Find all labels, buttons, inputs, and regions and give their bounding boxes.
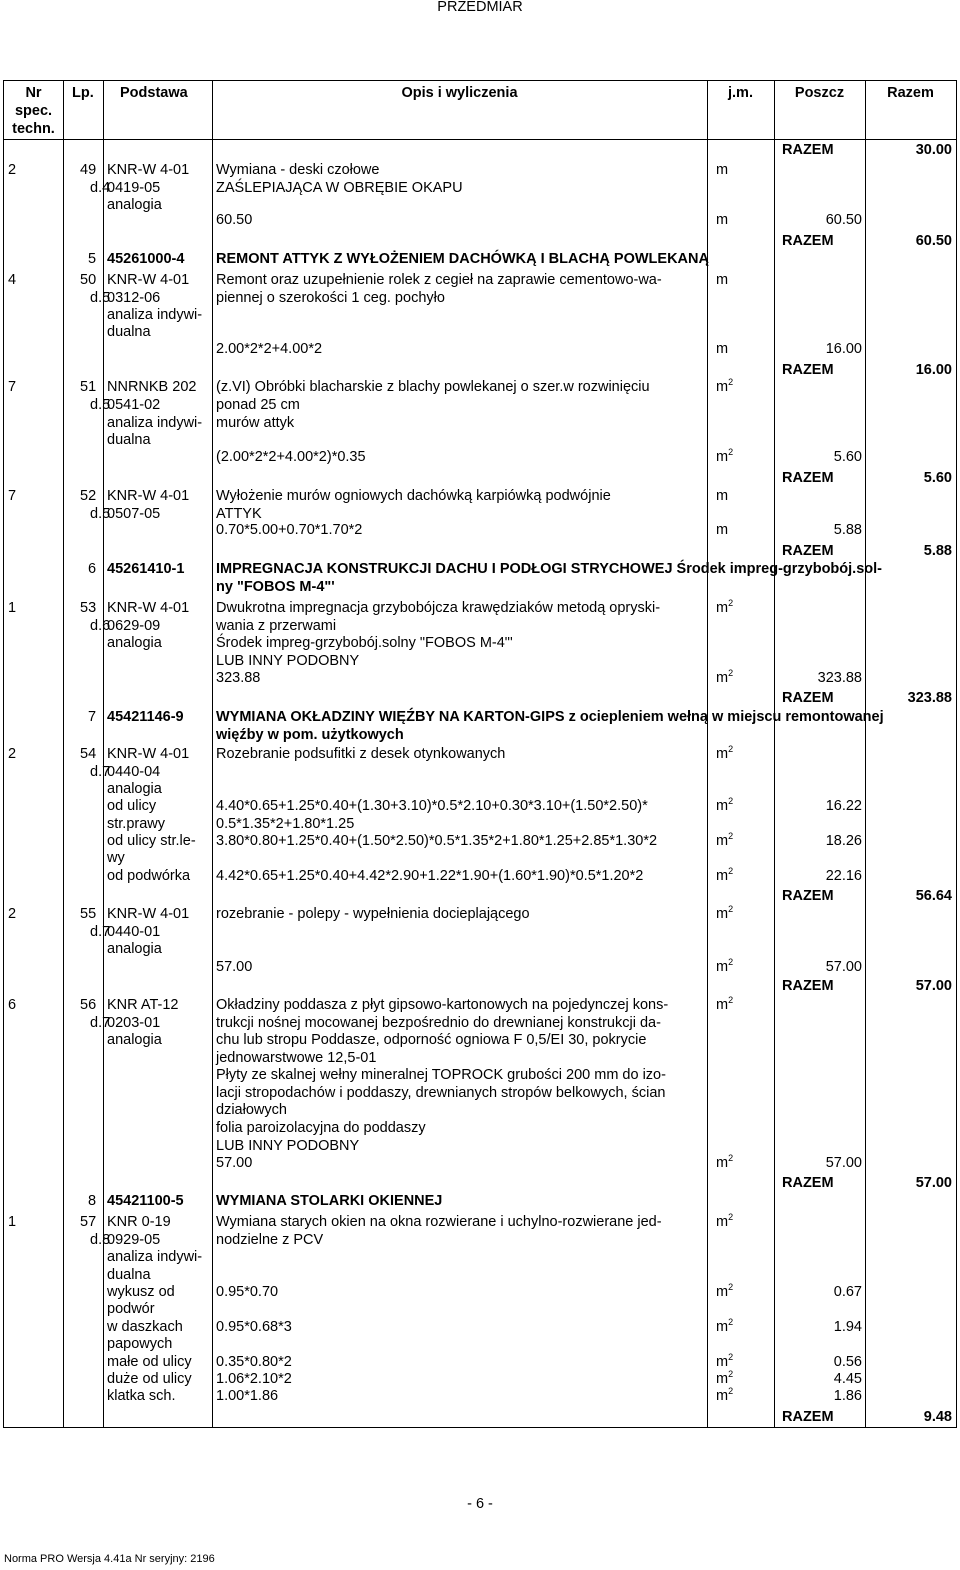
table-cell-text: Rozebranie podsufitki z desek otynkowanych [216,746,506,762]
table-cell-text: dualna [107,432,151,448]
table-cell-text: LUB INNY PODOBNY [216,653,360,669]
table-cell-text: ny "FOBOS M-4"' [216,579,335,595]
table-cell-text: od podwórka [107,868,191,884]
table-cell-text: 0541-02 [107,397,161,413]
table-cell-text: d.5 [90,397,111,413]
table-cell-text: d.8 [90,1232,111,1248]
table-cell-text: KNR-W 4-01 [107,162,190,178]
unit-exponent: 2 [728,995,734,1005]
table-cell-text: analogia [107,941,162,957]
table-cell-text: $m^2$ [716,1386,734,1404]
table-cell-text: Wymiana - deski czołowe [216,162,380,178]
table-cell-text: rozebranie - polepy - wypełnienia docieplającego [216,906,530,922]
table-cell-text: KNR-W 4-01 [107,746,190,762]
table-cell-text: Wymiana starych okien na okna rozwierane i uchylno-rozwierane jed- [216,1214,662,1230]
table-cell-text: piennej o szerokości 1 ceg. pochyło [216,290,445,306]
table-cell-text: w daszkach [107,1319,183,1335]
table-cell-text: 7 [88,709,97,725]
table-cell-text: 7 [8,488,17,504]
table-cell-text: RAZEM [782,142,834,158]
table-cell-text: 323.88 [907,690,952,706]
table-cell-text: 2 [8,746,17,762]
table-cell-text: 323.88 [216,670,261,686]
table-cell-text: murów attyk [216,415,295,431]
table-cell-text: 1 [8,600,17,616]
table-cell-text: 6 [88,561,97,577]
table-cell-text: dualna [107,1267,151,1283]
table-cell-text: 57.00 [216,1155,253,1171]
table-cell-text: 57.00 [915,1175,952,1191]
table-left-border [3,80,4,1427]
table-cell-text: m [716,341,729,357]
table-cell-text: więźby w pom. użytkowych [216,727,404,743]
header-techn-line: techn. [12,121,55,137]
table-cell-text: 0.56 [833,1354,862,1370]
table-cell-text: RAZEM [782,362,834,378]
column-divider-podstawa [103,80,104,1427]
table-cell-text: str.prawy [107,816,166,832]
table-cell-text: 52 [80,488,97,504]
column-divider-jm [707,80,708,1427]
table-cell-text: $m^2$ [716,831,734,849]
table-cell-text: d.6 [90,618,111,634]
table-cell-text: $m^2$ [716,866,734,884]
unit-exponent: 2 [728,1282,734,1292]
table-cell-text: 8 [88,1193,97,1209]
table-cell-text: Dwukrotna impregnacja grzybobójcza krawędziaków metodą opryski- [216,600,661,616]
table-cell-text: od ulicy [107,798,157,814]
table-cell-text: 4.42*0.65+1.25*0.40+4.42*2.90+1.22*1.90+(1.60*1.90)*0.5*1.20*2 [216,868,644,884]
table-cell-text: jednowarstwowe 12,5-01 [216,1050,377,1066]
table-cell-text: KNR-W 4-01 [107,906,190,922]
table-cell-text: 56 [80,997,97,1013]
table-cell-text: 16.00 [825,341,862,357]
table-cell-text: ponad 25 cm [216,397,300,413]
table-cell-text: 30.00 [915,142,952,158]
table-right-border [956,80,957,1427]
table-cell-text: 45421100-5 [107,1193,184,1209]
unit-exponent: 2 [728,1352,734,1362]
table-cell-text: 60.50 [216,212,253,228]
table-cell-text: 5 [88,251,97,267]
table-cell-text: m [716,272,729,288]
unit-exponent: 2 [728,796,734,806]
table-cell-text: $m^2$ [716,1317,734,1335]
header-poszcz: Poszcz [794,85,845,101]
table-cell-text: 16.22 [825,798,862,814]
unit-exponent: 2 [728,957,734,967]
table-cell-text: 55 [80,906,97,922]
table-cell-text: analiza indywi- [107,415,203,431]
table-cell-text: 4 [8,272,17,288]
table-cell-text: 7 [8,379,17,395]
table-cell-text: RAZEM [782,1409,834,1425]
table-cell-text: 45261000-4 [107,251,185,267]
table-cell-text: małe od ulicy [107,1354,192,1370]
unit-exponent: 2 [728,1369,734,1379]
table-cell-text: RAZEM [782,690,834,706]
unit-exponent: 2 [728,598,734,608]
table-cell-text: chu lub stropu Poddasze, odporność ogniowa F 0,5/EI 30, pokrycie [216,1032,647,1048]
document-header: PRZEDMIAR [437,0,523,15]
table-cell-text: Remont oraz uzupełnienie rolek z cegieł na zaprawie cementowo-wa- [216,272,662,288]
unit-exponent: 2 [728,904,734,914]
table-cell-text: WYMIANA STOLARKI OKIENNEJ [216,1193,443,1209]
table-cell-text: 57.00 [216,959,253,975]
table-cell-text: 0.70*5.00+0.70*1.70*2 [216,522,363,538]
table-cell-text: RAZEM [782,1175,834,1191]
table-cell-text: $m^2$ [716,447,734,465]
table-cell-text: m [716,522,729,538]
table-cell-text: 4.45 [833,1371,862,1387]
table-cell-text: 0.35*0.80*2 [216,1354,292,1370]
table-cell-text: $m^2$ [716,904,734,922]
table-cell-text: Płyty ze skalnej wełny mineralnej TOPROCK grubości 200 mm do izo- [216,1067,666,1083]
table-cell-text: $m^2$ [716,1212,734,1230]
table-cell-text: analogia [107,781,162,797]
table-cell-text: LUB INNY PODOBNY [216,1138,360,1154]
unit-exponent: 2 [728,668,734,678]
table-cell-text: NNRNKB 202 [107,379,197,395]
column-divider-poszcz [774,80,775,1427]
table-cell-text: ATTYK [216,506,262,522]
table-cell-text: $m^2$ [716,377,734,395]
header-nr-spec [6,84,61,138]
table-cell-text: 0440-04 [107,764,161,780]
table-cell-text: 57.00 [915,978,952,994]
table-cell-text: $m^2$ [716,796,734,814]
table-cell-text: 5.88 [923,543,952,559]
table-cell-text: RAZEM [782,470,834,486]
table-cell-text: analiza indywi- [107,307,203,323]
table-cell-text: 57 [80,1214,97,1230]
table-cell-text: 1 [8,1214,17,1230]
table-cell-text: ZAŚLEPIAJĄCA W OBRĘBIE OKAPU [216,180,463,196]
table-cell-text: wykusz od [107,1284,175,1300]
table-cell-text: 0419-05 [107,180,161,196]
unit-exponent: 2 [728,866,734,876]
table-cell-text: analiza indywi- [107,1249,203,1265]
table-cell-text: 2 [8,162,17,178]
table-cell-text: papowych [107,1336,173,1352]
header-jm: j.m. [728,85,753,101]
table-cell-text: Środek impreg-grzybobój.solny "FOBOS M-4"' [216,635,513,651]
header-nr-line: Nr [25,85,42,101]
table-cell-text: 5.60 [923,470,952,486]
table-cell-text: d.4 [90,180,111,196]
table-cell-text: lacji stropodachów i poddaszy, drewnianych stropów belkowych, ścian [216,1085,666,1101]
table-cell-text: analogia [107,1032,162,1048]
table-cell-text: analogia [107,635,162,651]
table-cell-text: IMPREGNACJA KONSTRUKCJI DACHU I PODŁOGI STRYCHOWEJ Środek impreg-grzybobój.sol- [216,561,882,577]
table-cell-text: d.7 [90,1015,111,1031]
table-cell-text: 0.95*0.68*3 [216,1319,292,1335]
table-cell-text: 60.50 [825,212,862,228]
table-cell-text: analogia [107,197,162,213]
table-cell-text: 1.86 [833,1388,862,1404]
table-bottom-border [3,1427,957,1428]
table-cell-text: m [716,162,729,178]
table-cell-text: RAZEM [782,543,834,559]
table-cell-text: 0203-01 [107,1015,161,1031]
table-cell-text: od ulicy str.le- [107,833,196,849]
table-cell-text: 18.26 [825,833,862,849]
table-cell-text: 1.94 [833,1319,862,1335]
table-cell-text: d.7 [90,764,111,780]
table-top-border [3,80,957,81]
unit-exponent: 2 [728,1153,734,1163]
table-cell-text: 5.60 [833,449,862,465]
table-cell-text: wy [107,850,125,866]
table-cell-text: d.5 [90,506,111,522]
table-cell-text: m [716,488,729,504]
table-cell-text: 0.95*0.70 [216,1284,279,1300]
table-cell-text: 50 [80,272,97,288]
unit-exponent: 2 [728,1386,734,1396]
table-cell-text: KNR-W 4-01 [107,600,190,616]
table-cell-text: REMONT ATTYK Z WYŁOŻENIEM DACHÓWKĄ I BLACHĄ POWLEKANĄ [216,251,709,267]
header-lp: Lp. [72,85,94,101]
table-cell-text: 57.00 [825,1155,862,1171]
table-cell-text: klatka sch. [107,1388,176,1404]
table-cell-text: działowych [216,1102,287,1118]
unit-exponent: 2 [728,1212,734,1222]
table-cell-text: 1.00*1.86 [216,1388,279,1404]
table-cell-text: d.5 [90,290,111,306]
unit-exponent: 2 [728,377,734,387]
table-cell-text: KNR AT-12 [107,997,179,1013]
table-cell-text: KNR-W 4-01 [107,272,190,288]
header-spec-line: spec. [14,103,53,119]
table-cell-text: folia paroizolacyjna do poddaszy [216,1120,426,1136]
table-cell-text: 45261410-1 [107,561,185,577]
table-cell-text: 54 [80,746,97,762]
table-cell-text: KNR 0-19 [107,1214,171,1230]
table-cell-text: 6 [8,997,17,1013]
table-cell-text: 0.5*1.35*2+1.80*1.25 [216,816,355,832]
table-cell-text: 0440-01 [107,924,161,940]
table-cell-text: 51 [80,379,97,395]
table-cell-text: RAZEM [782,978,834,994]
table-cell-text: 0312-06 [107,290,161,306]
table-cell-text: RAZEM [782,233,834,249]
table-cell-text: 49 [80,162,97,178]
unit-exponent: 2 [728,831,734,841]
table-header-bottom-border [3,139,957,140]
table-cell-text: 60.50 [915,233,952,249]
table-cell-text: $m^2$ [716,744,734,762]
table-cell-text: dualna [107,324,151,340]
table-cell-text: WYMIANA OKŁADZINY WIĘŹBY NA KARTON-GIPS z ociepleniem wełną w miejscu remontowanej [216,709,884,725]
column-divider-lp [63,80,64,1427]
table-cell-text: 57.00 [825,959,862,975]
header-razem: Razem [887,85,934,101]
table-cell-text: (2.00*2*2+4.00*2)*0.35 [216,449,366,465]
table-cell-text: podwór [107,1301,155,1317]
table-cell-text: KNR-W 4-01 [107,488,190,504]
table-cell-text: 0.67 [833,1284,862,1300]
table-cell-text: 16.00 [915,362,952,378]
table-cell-text: duże od ulicy [107,1371,192,1387]
header-podstawa: Podstawa [120,85,188,101]
table-cell-text: 3.80*0.80+1.25*0.40+(1.50*2.50)*0.5*1.35*2+1.80*1.25+2.85*1.30*2 [216,833,658,849]
table-cell-text: 0629-09 [107,618,161,634]
table-cell-text: 0929-05 [107,1232,161,1248]
unit-exponent: 2 [728,744,734,754]
unit-exponent: 2 [728,1317,734,1327]
table-cell-text: 1.06*2.10*2 [216,1371,292,1387]
column-divider-razem [865,80,866,1427]
table-cell-text: 4.40*0.65+1.25*0.40+(1.30+3.10)*0.5*2.10+0.30*3.10+(1.50*2.50)* [216,798,648,814]
table-cell-text: 0507-05 [107,506,161,522]
column-divider-opis [212,80,213,1427]
software-footer: Norma PRO Wersja 4.41a Nr seryjny: 2196 [4,1553,215,1565]
table-cell-text: $m^2$ [716,995,734,1013]
header-opis: Opis i wyliczenia [401,85,518,101]
table-cell-text: trukcji nośnej mocowanej bezpośrednio do drewnianej konstrukcji da- [216,1015,661,1031]
table-cell-text: 2 [8,906,17,922]
table-cell-text: 53 [80,600,97,616]
page-number: - 6 - [467,1496,493,1512]
table-cell-text: $m^2$ [716,1153,734,1171]
table-cell-text: 45421146-9 [107,709,184,725]
unit-exponent: 2 [728,447,734,457]
table-cell-text: 22.16 [825,868,862,884]
table-cell-text: m [716,212,729,228]
table-cell-text: Wyłożenie murów ogniowych dachówką karpiówką podwójnie [216,488,611,504]
table-cell-text: nodzielne z PCV [216,1232,324,1248]
table-cell-text: $m^2$ [716,668,734,686]
table-cell-text: d.7 [90,924,111,940]
table-cell-text: (z.VI) Obróbki blacharskie z blachy powlekanej o szer.w rozwinięciu [216,379,650,395]
table-cell-text: $m^2$ [716,598,734,616]
table-cell-text: $m^2$ [716,1369,734,1387]
table-cell-text: Okładziny poddasza z płyt gipsowo-kartonowych na pojedynczej kons- [216,997,669,1013]
table-cell-text: $m^2$ [716,1282,734,1300]
table-cell-text: $m^2$ [716,957,734,975]
table-cell-text: 323.88 [817,670,862,686]
table-cell-text: 9.48 [923,1409,952,1425]
table-cell-text: 5.88 [833,522,862,538]
table-cell-text: $m^2$ [716,1352,734,1370]
table-cell-text: RAZEM [782,888,834,904]
table-cell-text: wania z przerwami [216,618,337,634]
table-cell-text: 56.64 [915,888,952,904]
table-cell-text: 2.00*2*2+4.00*2 [216,341,323,357]
